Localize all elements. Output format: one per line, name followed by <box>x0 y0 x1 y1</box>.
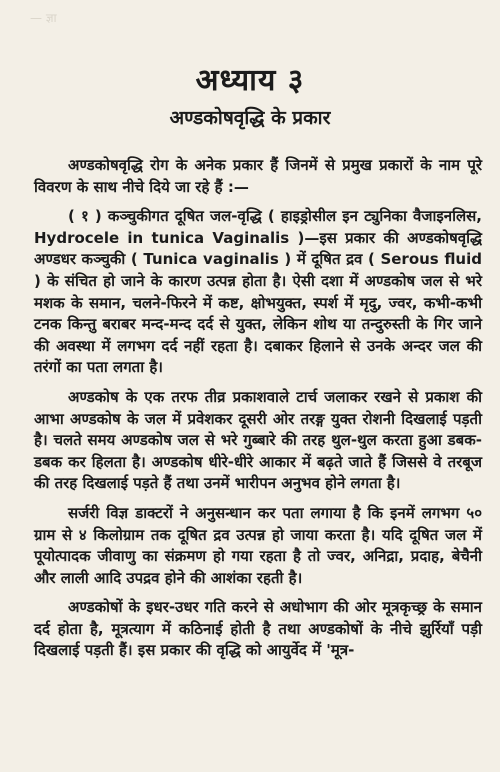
section-title: अण्डकोषवृद्धि के प्रकार <box>169 107 331 129</box>
paragraph-intro: अण्डकोषवृद्धि रोग के अनेक प्रकार हैं जिनमें से प्रमुख प्रकारों के नाम पूरे विवरण के साथ नीचे दिये जा रहे हैं :— <box>34 156 482 196</box>
paragraph-transillumination: अण्डकोष के एक तरफ तीव्र प्रकाशवाले टार्च जलाकर रखने से प्रकाश की आभा अण्डकोष के जल में प्रवेशकर दूसरी ओर तरङ्ग युक्त रोशनी दिखलाई पड़ती है। चलते समय अण्डकोष जल से भरे गुब्बारे की तरह थुल-थुल करता हुआ डबक-डबक कर हिलता है। अण्डकोष धीरे-धीरे आकार में बढ़ते जाते हैं जिससे वे तरबूज की तरह दिखलाई पड़ते हैं तथा उनमें भारीपन अनुभव होने लगता है। <box>34 387 482 493</box>
chapter-title: अध्याय ३ <box>195 63 305 98</box>
paragraph-hydrocele: ( १ ) कञ्चुकीगत दूषित जल-वृद्धि ( हाइड्रोसील इन ट्युनिका वैजाइनलिस, Hydrocele in tunica Vaginalis )—इस प्रकार की अण्डकोषवृद्धि अण्डधर कञ्चुकी ( Tunica vaginalis ) में दूषित द्रव ( Serous fluid ) के संचित हो जाने के कारण उत्पन्न होता है। ऐसी दशा में अण्डकोष जल से भरे मशक के समान, चलने-फिरने में कष्ट, क्षोभयुक्त, स्पर्श में मृदु, ज्वर, कभी-कभी टनक किन्तु बराबर मन्द-मन्द दर्द से युक्त, लेकिन शोथ या तन्दुरुस्ती के गिर जाने की अवस्था में लगभग दर्द नहीं रहता है। दबाकर हिलाने से उनके अन्दर जल की तरंगों का पता लगता है। <box>34 207 482 377</box>
bleed-through-text: — ज्ञा <box>30 11 57 25</box>
body-text <box>34 155 482 670</box>
paragraph-research: सर्जरी विज्ञ डाक्टरों ने अनुसन्धान कर पता लगाया है कि इनमें लगभग ५० ग्राम से ४ किलोग्राम तक दूषित द्रव उत्पन्न हो जाया करता है। यदि दूषित जल में पूयोत्पादक जीवाणु का संक्रमण हो गया रहता है तो ज्वर, अनिद्रा, प्रदाह, बेचैनी और लाली आदि उपद्रव होने की आशंका रहती है। <box>34 503 482 587</box>
paragraph-symptoms: अण्डकोषों के इधर-उधर गति करने से अधोभाग की ओर मूत्रकृच्छ्र के समान दर्द होता है, मूत्रत्याग में कठिनाई होती है तथा अण्डकोषों के नीचे झुर्रियाँ पड़ी दिखलाई पड़ती हैं। इस प्रकार की वृद्धि को आयुर्वेद में 'मूत्र- <box>34 598 482 660</box>
